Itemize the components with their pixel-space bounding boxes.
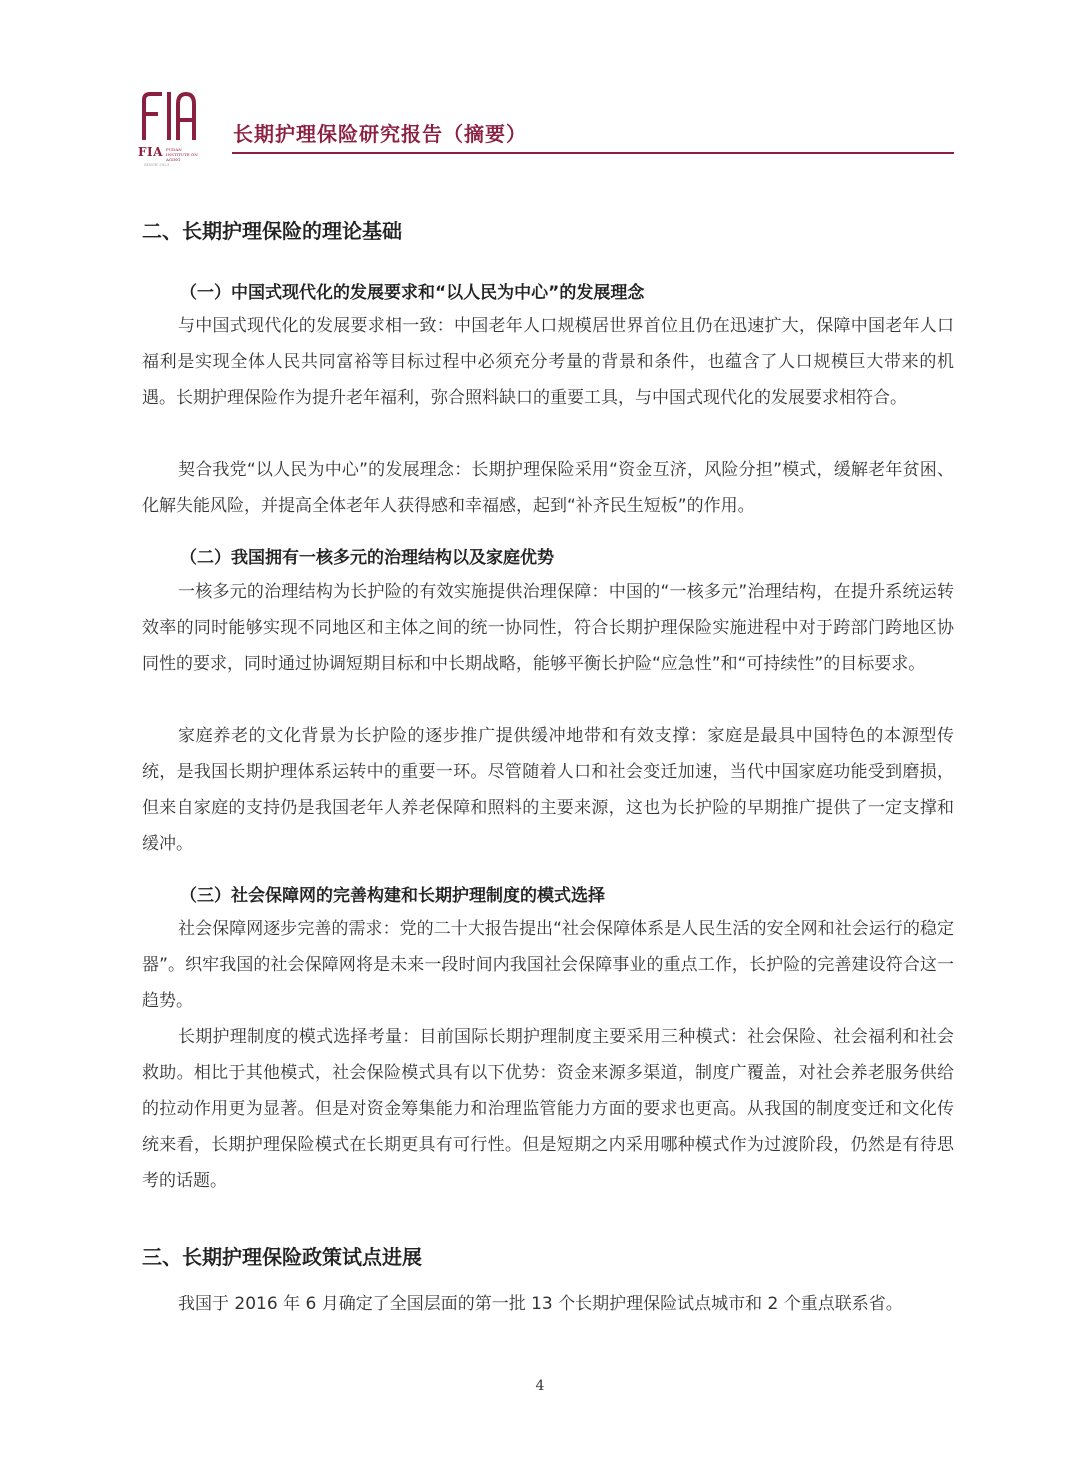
- section-heading-3: 三、长期护理保险政策试点进展: [142, 1245, 422, 1269]
- paragraph-2-1-2: 契合我党“以人民为中心”的发展理念：长期护理保险采用“资金互济，风险分担”模式，缓解老年贫困、化解失能风险，并提高全体老年人获得感和幸福感，起到“补齐民生短板”的作用。: [142, 460, 954, 516]
- paragraph-2-3-2: 长期护理制度的模式选择考量：目前国际长期护理制度主要采用三种模式：社会保险、社会福利和社会救助。相比于其他模式，社会保险模式具有以下优势：资金来源多渠道，制度广覆盖，对社会养老服务供给的拉动作用更为显著。但是对资金筹集能力和治理监管能力方面的要求也更高。从我国的制度变迁和文化传统来看，长期护理保险模式在长期更具有可行性。但是短期之内采用哪种模式作为过渡阶段，仍然是有待思考的话题。: [142, 1027, 954, 1191]
- report-title: 长期护理保险研究报告（摘要）: [233, 122, 527, 146]
- paragraph-2-3-1: 社会保障网逐步完善的需求：党的二十大报告提出“社会保障体系是人民生活的安全网和社会运行的稳定器”。织牢我国的社会保障网将是未来一段时间内我国社会保障事业的重点工作，长护险的完善建设符合这一趋势。: [142, 919, 954, 1011]
- paragraph-2-1-1: 与中国式现代化的发展要求相一致：中国老年人口规模居世界首位且仍在迅速扩大，保障中国老年人口福利是实现全体人民共同富裕等目标过程中必须充分考量的背景和条件，也蕴含了人口规模巨大带来的机遇。长期护理保险作为提升老年福利，弥合照料缺口的重要工具，与中国式现代化的发展要求相符合。: [142, 316, 954, 408]
- logo-subtitle: FUDAN INSTITUTE ON AGING: [166, 147, 198, 162]
- paragraph-3-1: 我国于 2016 年 6 月确定了全国层面的第一批 13 个长期护理保险试点城市和 2 个重点联系省。: [178, 1294, 903, 1314]
- subsection-heading-2-1: （一）中国式现代化的发展要求和“以人民为中心”的发展理念: [180, 283, 645, 303]
- subsection-heading-2-3: （三）社会保障网的完善构建和长期护理制度的模式选择: [180, 886, 605, 906]
- page-header: [0, 0, 1080, 200]
- header-divider: [232, 152, 954, 154]
- paragraph-2-2-1: 一核多元的治理结构为长护险的有效实施提供治理保障：中国的“一核多元”治理结构，在提升系统运转效率的同时能够实现不同地区和主体之间的统一协同性，符合长期护理保险实施进程中对于跨部门跨地区协同性的要求，同时通过协调短期目标和中长期战略，能够平衡长护险“应急性”和“可持续性”的目标要求。: [142, 582, 954, 674]
- logo-since: SINCE 2023: [144, 162, 170, 167]
- subsection-heading-2-2: （二）我国拥有一核多元的治理结构以及家庭优势: [180, 548, 554, 568]
- paragraph-2-2-2: 家庭养老的文化背景为长护险的逐步推广提供缓冲地带和有效支撑：家庭是最具中国特色的本源型传统，是我国长期护理体系运转中的重要一环。尽管随着人口和社会变迁加速，当代中国家庭功能受到磨损，但来自家庭的支持仍是我国老年人养老保障和照料的主要来源，这也为长护险的早期推广提供了一定支撑和缓冲。: [142, 726, 954, 854]
- page-number: 4: [535, 1378, 545, 1394]
- section-heading-2: 二、长期护理保险的理论基础: [142, 219, 402, 243]
- logo-fia-text: FIA: [138, 145, 163, 159]
